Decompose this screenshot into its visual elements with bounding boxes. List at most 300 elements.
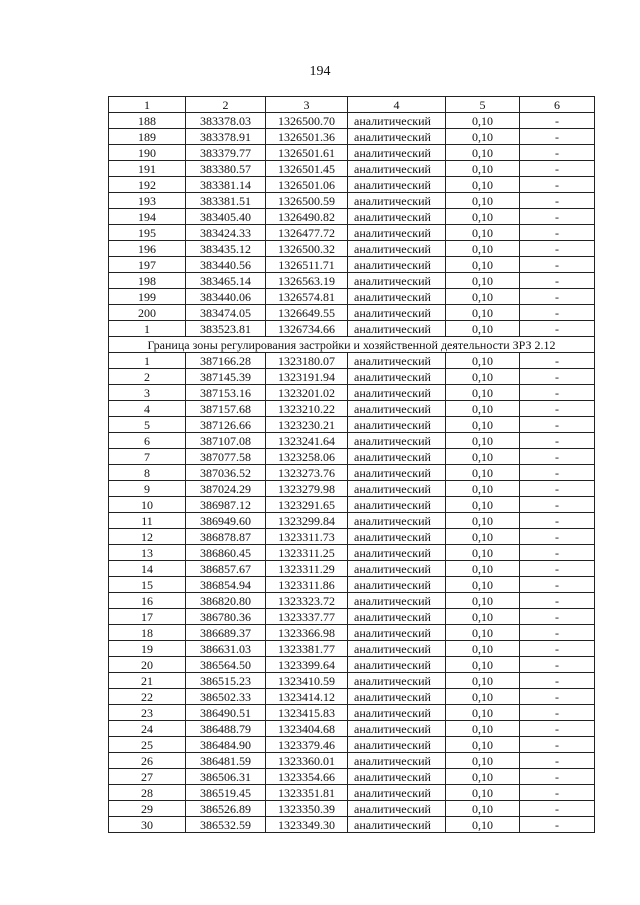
note-cell: - <box>520 433 595 449</box>
y-coordinate-cell: 1323230.21 <box>266 417 348 433</box>
note-cell: - <box>520 273 595 289</box>
point-number-cell: 20 <box>109 657 186 673</box>
y-coordinate-cell: 1323291.65 <box>266 497 348 513</box>
y-coordinate-cell: 1326511.71 <box>266 257 348 273</box>
note-cell: - <box>520 145 595 161</box>
x-coordinate-cell: 386564.50 <box>186 657 266 673</box>
header-cell-note: 6 <box>520 97 595 113</box>
point-number-cell: 19 <box>109 641 186 657</box>
method-cell: аналитический <box>348 449 446 465</box>
note-cell: - <box>520 545 595 561</box>
point-number-cell: 21 <box>109 673 186 689</box>
accuracy-cell: 0,10 <box>446 497 520 513</box>
accuracy-cell: 0,10 <box>446 289 520 305</box>
accuracy-cell: 0,10 <box>446 145 520 161</box>
point-number-cell: 25 <box>109 737 186 753</box>
table-section-row-group <box>109 337 595 353</box>
note-cell: - <box>520 401 595 417</box>
y-coordinate-cell: 1326477.72 <box>266 225 348 241</box>
point-number-cell: 5 <box>109 417 186 433</box>
y-coordinate-cell: 1323379.46 <box>266 737 348 753</box>
x-coordinate-cell: 387036.52 <box>186 465 266 481</box>
point-number-cell: 13 <box>109 545 186 561</box>
table-row <box>109 193 595 209</box>
table-row <box>109 657 595 673</box>
method-cell: аналитический <box>348 433 446 449</box>
y-coordinate-cell: 1326501.36 <box>266 129 348 145</box>
note-cell: - <box>520 577 595 593</box>
accuracy-cell: 0,10 <box>446 753 520 769</box>
accuracy-cell: 0,10 <box>446 321 520 337</box>
x-coordinate-cell: 386689.37 <box>186 625 266 641</box>
point-number-cell: 1 <box>109 321 186 337</box>
method-cell: аналитический <box>348 401 446 417</box>
note-cell: - <box>520 769 595 785</box>
note-cell: - <box>520 241 595 257</box>
method-cell: аналитический <box>348 673 446 689</box>
note-cell: - <box>520 529 595 545</box>
accuracy-cell: 0,10 <box>446 113 520 129</box>
table-row <box>109 817 595 833</box>
note-cell: - <box>520 561 595 577</box>
table-row <box>109 113 595 129</box>
x-coordinate-cell: 386949.60 <box>186 513 266 529</box>
section-title: Граница зоны регулирования застройки и хозяйственной деятельности ЗРЗ 2.12 <box>109 337 595 353</box>
accuracy-cell: 0,10 <box>446 241 520 257</box>
accuracy-cell: 0,10 <box>446 641 520 657</box>
accuracy-cell: 0,10 <box>446 305 520 321</box>
table-row <box>109 625 595 641</box>
x-coordinate-cell: 386506.31 <box>186 769 266 785</box>
table-row <box>109 641 595 657</box>
point-number-cell: 192 <box>109 177 186 193</box>
method-cell: аналитический <box>348 113 446 129</box>
table-row <box>109 433 595 449</box>
table-row <box>109 353 595 369</box>
y-coordinate-cell: 1323311.73 <box>266 529 348 545</box>
note-cell: - <box>520 753 595 769</box>
point-number-cell: 190 <box>109 145 186 161</box>
accuracy-cell: 0,10 <box>446 353 520 369</box>
method-cell: аналитический <box>348 737 446 753</box>
y-coordinate-cell: 1323241.64 <box>266 433 348 449</box>
table-row <box>109 289 595 305</box>
point-number-cell: 194 <box>109 209 186 225</box>
method-cell: аналитический <box>348 561 446 577</box>
table-row <box>109 609 595 625</box>
table-row <box>109 385 595 401</box>
accuracy-cell: 0,10 <box>446 705 520 721</box>
y-coordinate-cell: 1323180.07 <box>266 353 348 369</box>
note-cell: - <box>520 721 595 737</box>
table-row <box>109 481 595 497</box>
note-cell: - <box>520 417 595 433</box>
accuracy-cell: 0,10 <box>446 177 520 193</box>
point-number-cell: 26 <box>109 753 186 769</box>
table-row <box>109 689 595 705</box>
method-cell: аналитический <box>348 577 446 593</box>
x-coordinate-cell: 386488.79 <box>186 721 266 737</box>
point-number-cell: 18 <box>109 625 186 641</box>
point-number-cell: 28 <box>109 785 186 801</box>
table-row <box>109 529 595 545</box>
method-cell: аналитический <box>348 721 446 737</box>
note-cell: - <box>520 497 595 513</box>
x-coordinate-cell: 387157.68 <box>186 401 266 417</box>
point-number-cell: 2 <box>109 369 186 385</box>
y-coordinate-cell: 1326501.61 <box>266 145 348 161</box>
x-coordinate-cell: 386878.87 <box>186 529 266 545</box>
y-coordinate-cell: 1323381.77 <box>266 641 348 657</box>
point-number-cell: 11 <box>109 513 186 529</box>
accuracy-cell: 0,10 <box>446 449 520 465</box>
point-number-cell: 9 <box>109 481 186 497</box>
point-number-cell: 12 <box>109 529 186 545</box>
accuracy-cell: 0,10 <box>446 609 520 625</box>
y-coordinate-cell: 1323323.72 <box>266 593 348 609</box>
x-coordinate-cell: 383378.03 <box>186 113 266 129</box>
y-coordinate-cell: 1323311.29 <box>266 561 348 577</box>
x-coordinate-cell: 386780.36 <box>186 609 266 625</box>
x-coordinate-cell: 383424.33 <box>186 225 266 241</box>
point-number-cell: 16 <box>109 593 186 609</box>
method-cell: аналитический <box>348 753 446 769</box>
accuracy-cell: 0,10 <box>446 817 520 833</box>
note-cell: - <box>520 353 595 369</box>
y-coordinate-cell: 1323366.98 <box>266 625 348 641</box>
point-number-cell: 193 <box>109 193 186 209</box>
header-cell-method: 4 <box>348 97 446 113</box>
table-row <box>109 321 595 337</box>
accuracy-cell: 0,10 <box>446 721 520 737</box>
y-coordinate-cell: 1326500.70 <box>266 113 348 129</box>
point-number-cell: 10 <box>109 497 186 513</box>
accuracy-cell: 0,10 <box>446 401 520 417</box>
y-coordinate-cell: 1323399.64 <box>266 657 348 673</box>
x-coordinate-cell: 386484.90 <box>186 737 266 753</box>
note-cell: - <box>520 481 595 497</box>
accuracy-cell: 0,10 <box>446 161 520 177</box>
note-cell: - <box>520 321 595 337</box>
note-cell: - <box>520 225 595 241</box>
y-coordinate-cell: 1326500.32 <box>266 241 348 257</box>
y-coordinate-cell: 1326734.66 <box>266 321 348 337</box>
table-row <box>109 801 595 817</box>
y-coordinate-cell: 1326501.45 <box>266 161 348 177</box>
point-number-cell: 15 <box>109 577 186 593</box>
table-row <box>109 177 595 193</box>
method-cell: аналитический <box>348 545 446 561</box>
accuracy-cell: 0,10 <box>446 225 520 241</box>
method-cell: аналитический <box>348 657 446 673</box>
x-coordinate-cell: 383380.57 <box>186 161 266 177</box>
table-body-group-2 <box>109 353 595 833</box>
method-cell: аналитический <box>348 609 446 625</box>
accuracy-cell: 0,10 <box>446 465 520 481</box>
point-number-cell: 30 <box>109 817 186 833</box>
x-coordinate-cell: 383435.12 <box>186 241 266 257</box>
table-header-row <box>109 97 595 113</box>
note-cell: - <box>520 625 595 641</box>
note-cell: - <box>520 449 595 465</box>
point-number-cell: 196 <box>109 241 186 257</box>
accuracy-cell: 0,10 <box>446 801 520 817</box>
point-number-cell: 8 <box>109 465 186 481</box>
method-cell: аналитический <box>348 529 446 545</box>
table-row <box>109 465 595 481</box>
coordinates-table <box>108 96 595 833</box>
table-row <box>109 225 595 241</box>
table-row <box>109 401 595 417</box>
accuracy-cell: 0,10 <box>446 561 520 577</box>
accuracy-cell: 0,10 <box>446 193 520 209</box>
method-cell: аналитический <box>348 593 446 609</box>
point-number-cell: 1 <box>109 353 186 369</box>
table-row <box>109 705 595 721</box>
method-cell: аналитический <box>348 225 446 241</box>
accuracy-cell: 0,10 <box>446 625 520 641</box>
x-coordinate-cell: 386481.59 <box>186 753 266 769</box>
note-cell: - <box>520 289 595 305</box>
table-row <box>109 209 595 225</box>
point-number-cell: 27 <box>109 769 186 785</box>
point-number-cell: 6 <box>109 433 186 449</box>
note-cell: - <box>520 801 595 817</box>
point-number-cell: 17 <box>109 609 186 625</box>
x-coordinate-cell: 387077.58 <box>186 449 266 465</box>
note-cell: - <box>520 385 595 401</box>
y-coordinate-cell: 1326500.59 <box>266 193 348 209</box>
method-cell: аналитический <box>348 209 446 225</box>
x-coordinate-cell: 387107.08 <box>186 433 266 449</box>
table-row <box>109 785 595 801</box>
table-row <box>109 129 595 145</box>
table-row <box>109 273 595 289</box>
x-coordinate-cell: 386631.03 <box>186 641 266 657</box>
method-cell: аналитический <box>348 465 446 481</box>
method-cell: аналитический <box>348 305 446 321</box>
accuracy-cell: 0,10 <box>446 769 520 785</box>
table-row <box>109 545 595 561</box>
method-cell: аналитический <box>348 769 446 785</box>
method-cell: аналитический <box>348 145 446 161</box>
method-cell: аналитический <box>348 481 446 497</box>
note-cell: - <box>520 593 595 609</box>
table-row <box>109 721 595 737</box>
x-coordinate-cell: 383405.40 <box>186 209 266 225</box>
accuracy-cell: 0,10 <box>446 433 520 449</box>
method-cell: аналитический <box>348 497 446 513</box>
y-coordinate-cell: 1323354.66 <box>266 769 348 785</box>
header-cell-accuracy: 5 <box>446 97 520 113</box>
method-cell: аналитический <box>348 177 446 193</box>
table-row <box>109 577 595 593</box>
x-coordinate-cell: 386532.59 <box>186 817 266 833</box>
note-cell: - <box>520 513 595 529</box>
table-row <box>109 769 595 785</box>
y-coordinate-cell: 1323360.01 <box>266 753 348 769</box>
accuracy-cell: 0,10 <box>446 737 520 753</box>
y-coordinate-cell: 1326649.55 <box>266 305 348 321</box>
point-number-cell: 4 <box>109 401 186 417</box>
x-coordinate-cell: 383379.77 <box>186 145 266 161</box>
accuracy-cell: 0,10 <box>446 273 520 289</box>
x-coordinate-cell: 386820.80 <box>186 593 266 609</box>
accuracy-cell: 0,10 <box>446 129 520 145</box>
method-cell: аналитический <box>348 129 446 145</box>
x-coordinate-cell: 386502.33 <box>186 689 266 705</box>
accuracy-cell: 0,10 <box>446 689 520 705</box>
note-cell: - <box>520 305 595 321</box>
accuracy-cell: 0,10 <box>446 785 520 801</box>
y-coordinate-cell: 1323311.86 <box>266 577 348 593</box>
y-coordinate-cell: 1323337.77 <box>266 609 348 625</box>
table-row <box>109 417 595 433</box>
accuracy-cell: 0,10 <box>446 577 520 593</box>
y-coordinate-cell: 1323349.30 <box>266 817 348 833</box>
point-number-cell: 24 <box>109 721 186 737</box>
x-coordinate-cell: 383465.14 <box>186 273 266 289</box>
note-cell: - <box>520 817 595 833</box>
accuracy-cell: 0,10 <box>446 257 520 273</box>
x-coordinate-cell: 387153.16 <box>186 385 266 401</box>
x-coordinate-cell: 383378.91 <box>186 129 266 145</box>
header-cell-point-number: 1 <box>109 97 186 113</box>
point-number-cell: 199 <box>109 289 186 305</box>
y-coordinate-cell: 1323258.06 <box>266 449 348 465</box>
accuracy-cell: 0,10 <box>446 529 520 545</box>
accuracy-cell: 0,10 <box>446 417 520 433</box>
point-number-cell: 14 <box>109 561 186 577</box>
note-cell: - <box>520 257 595 273</box>
method-cell: аналитический <box>348 321 446 337</box>
x-coordinate-cell: 383440.06 <box>186 289 266 305</box>
x-coordinate-cell: 386860.45 <box>186 545 266 561</box>
table-row <box>109 305 595 321</box>
y-coordinate-cell: 1326563.19 <box>266 273 348 289</box>
header-cell-y: 3 <box>266 97 348 113</box>
y-coordinate-cell: 1323279.98 <box>266 481 348 497</box>
point-number-cell: 23 <box>109 705 186 721</box>
x-coordinate-cell: 386515.23 <box>186 673 266 689</box>
point-number-cell: 188 <box>109 113 186 129</box>
section-row <box>109 337 595 353</box>
note-cell: - <box>520 785 595 801</box>
method-cell: аналитический <box>348 801 446 817</box>
x-coordinate-cell: 386490.51 <box>186 705 266 721</box>
method-cell: аналитический <box>348 353 446 369</box>
method-cell: аналитический <box>348 241 446 257</box>
table-row <box>109 369 595 385</box>
note-cell: - <box>520 609 595 625</box>
y-coordinate-cell: 1326501.06 <box>266 177 348 193</box>
x-coordinate-cell: 386987.12 <box>186 497 266 513</box>
accuracy-cell: 0,10 <box>446 673 520 689</box>
header-cell-x: 2 <box>186 97 266 113</box>
note-cell: - <box>520 657 595 673</box>
y-coordinate-cell: 1323410.59 <box>266 673 348 689</box>
accuracy-cell: 0,10 <box>446 385 520 401</box>
method-cell: аналитический <box>348 161 446 177</box>
note-cell: - <box>520 465 595 481</box>
x-coordinate-cell: 383474.05 <box>186 305 266 321</box>
accuracy-cell: 0,10 <box>446 657 520 673</box>
accuracy-cell: 0,10 <box>446 545 520 561</box>
table-row <box>109 513 595 529</box>
method-cell: аналитический <box>348 689 446 705</box>
point-number-cell: 195 <box>109 225 186 241</box>
x-coordinate-cell: 386857.67 <box>186 561 266 577</box>
method-cell: аналитический <box>348 705 446 721</box>
point-number-cell: 200 <box>109 305 186 321</box>
table-row <box>109 241 595 257</box>
note-cell: - <box>520 641 595 657</box>
method-cell: аналитический <box>348 273 446 289</box>
y-coordinate-cell: 1323414.12 <box>266 689 348 705</box>
table-row <box>109 145 595 161</box>
note-cell: - <box>520 161 595 177</box>
point-number-cell: 189 <box>109 129 186 145</box>
method-cell: аналитический <box>348 513 446 529</box>
y-coordinate-cell: 1323201.02 <box>266 385 348 401</box>
method-cell: аналитический <box>348 193 446 209</box>
table-row <box>109 753 595 769</box>
y-coordinate-cell: 1323415.83 <box>266 705 348 721</box>
y-coordinate-cell: 1323299.84 <box>266 513 348 529</box>
x-coordinate-cell: 386519.45 <box>186 785 266 801</box>
note-cell: - <box>520 705 595 721</box>
x-coordinate-cell: 383381.51 <box>186 193 266 209</box>
table-row <box>109 737 595 753</box>
accuracy-cell: 0,10 <box>446 593 520 609</box>
accuracy-cell: 0,10 <box>446 369 520 385</box>
table-row <box>109 449 595 465</box>
table-row <box>109 561 595 577</box>
note-cell: - <box>520 177 595 193</box>
table-body-group-1 <box>109 113 595 337</box>
y-coordinate-cell: 1323404.68 <box>266 721 348 737</box>
note-cell: - <box>520 193 595 209</box>
x-coordinate-cell: 387126.66 <box>186 417 266 433</box>
x-coordinate-cell: 383440.56 <box>186 257 266 273</box>
note-cell: - <box>520 129 595 145</box>
point-number-cell: 7 <box>109 449 186 465</box>
method-cell: аналитический <box>348 785 446 801</box>
method-cell: аналитический <box>348 289 446 305</box>
x-coordinate-cell: 387145.39 <box>186 369 266 385</box>
table-row <box>109 257 595 273</box>
y-coordinate-cell: 1326574.81 <box>266 289 348 305</box>
y-coordinate-cell: 1323311.25 <box>266 545 348 561</box>
method-cell: аналитический <box>348 417 446 433</box>
method-cell: аналитический <box>348 817 446 833</box>
point-number-cell: 29 <box>109 801 186 817</box>
note-cell: - <box>520 673 595 689</box>
accuracy-cell: 0,10 <box>446 209 520 225</box>
method-cell: аналитический <box>348 257 446 273</box>
table-row <box>109 161 595 177</box>
table-row <box>109 593 595 609</box>
method-cell: аналитический <box>348 625 446 641</box>
table-row <box>109 497 595 513</box>
point-number-cell: 197 <box>109 257 186 273</box>
x-coordinate-cell: 386526.89 <box>186 801 266 817</box>
note-cell: - <box>520 689 595 705</box>
point-number-cell: 198 <box>109 273 186 289</box>
page-number: 194 <box>309 64 331 79</box>
y-coordinate-cell: 1323191.94 <box>266 369 348 385</box>
y-coordinate-cell: 1323350.39 <box>266 801 348 817</box>
